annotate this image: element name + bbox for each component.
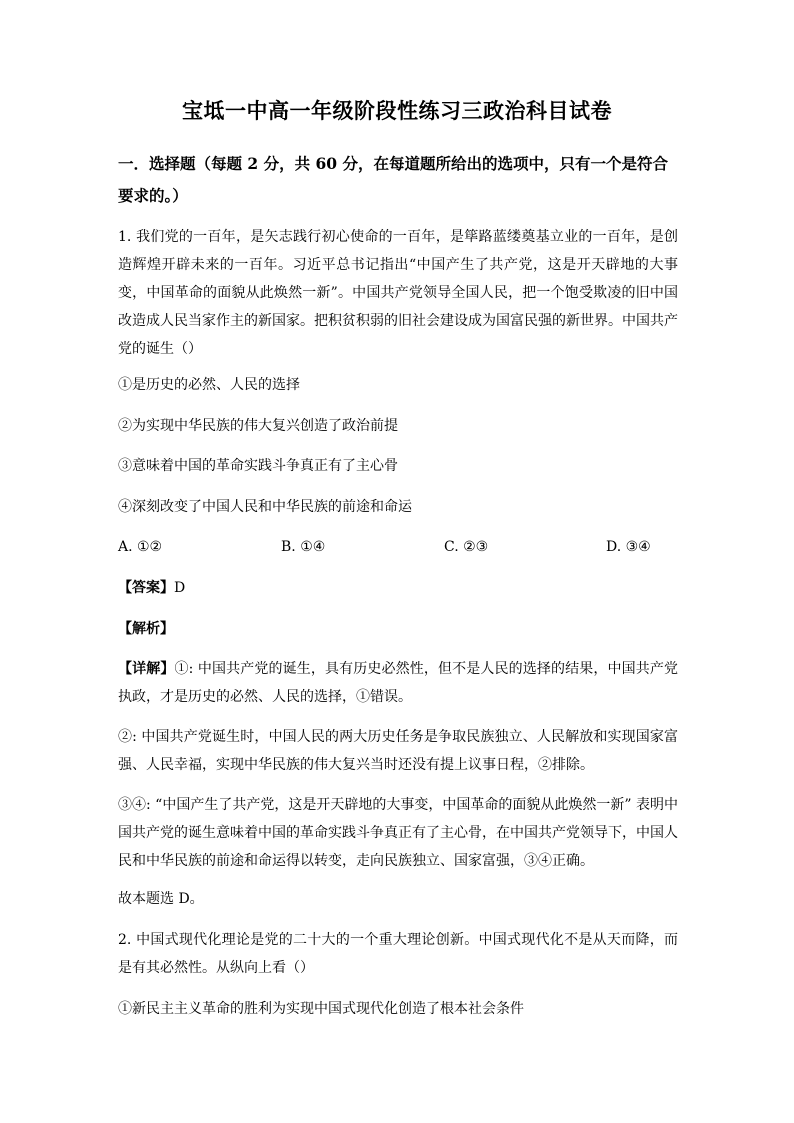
detail-label: 【详解】 xyxy=(118,661,175,677)
analysis-label: 【解析】 xyxy=(118,621,174,637)
question-1-stem: 1. 我们党的一百年，是矢志践行初心使命的一百年，是筚路蓝缕奠基立业的一百年，是创造辉煌开辟未来的一百年。习近平总书记指出“中国产生了共产党，这是开天辟地的大事变，中国革命的面貌从此焕然一新”。中国共产党领导全国人民，把一个饱受欺凌的旧中国改造成人民当家作主的新国家。把积贫积弱的旧社会建设成为国富民强的新世界。中国共产党的诞生（） xyxy=(118,229,678,357)
detail-paragraph-1 xyxy=(118,655,678,711)
question-1-option-d: D. ③④ xyxy=(606,539,651,555)
question-1-option-c: C. ②③ xyxy=(444,539,489,555)
detail-paragraph-3: ③④: “中国产生了共产党，这是开天辟地的大事变，中国革命的面貌从此焕然一新” 表明中国共产党的诞生意味着中国的革命实践斗争真正有了主心骨，在中国共产党领导下，中国人民和中华民族的前途和命运得以转变，走向民族独立、国家富强，③④正确。 xyxy=(118,797,678,869)
question-1-statement-4: ④深刻改变了中国人民和中华民族的前途和命运 xyxy=(118,499,412,515)
question-2-statement-1: ①新民主主义革命的胜利为实现中国式现代化创造了根本社会条件 xyxy=(118,1001,524,1017)
question-1-statement-3: ③意味着中国的革命实践斗争真正有了主心骨 xyxy=(118,458,398,474)
question-2-stem: 2. 中国式现代化理论是党的二十大的一个重大理论创新。中国式现代化不是从天而降，而是有其必然性。从纵向上看（） xyxy=(118,932,678,976)
question-1-option-b: B. ①④ xyxy=(281,539,326,555)
detail-text-1: ①: 中国共产党的诞生，具有历史必然性，但不是人民的选择的结果，中国共产党执政，才是历史的必然、人民的选择，①错误。 xyxy=(118,661,678,705)
section-heading: 一．选择题（每题 2 分，共 60 分，在每道题所给出的选项中，只有一个是符合要求的。） xyxy=(118,154,668,205)
answer-line xyxy=(118,576,678,600)
document-title: 宝坻一中高一年级阶段性练习三政治科目试卷 xyxy=(182,98,612,123)
question-1-option-a: A. ①② xyxy=(118,539,163,555)
detail-paragraph-2: ②: 中国共产党诞生时，中国人民的两大历史任务是争取民族独立、人民解放和实现国家富强、人民幸福，实现中华民族的伟大复兴当时还没有提上议事日程，②排除。 xyxy=(118,729,678,773)
answer-value: D xyxy=(174,580,186,596)
question-1-conclusion: 故本题选 D。 xyxy=(118,891,204,907)
answer-label: 【答案】 xyxy=(118,580,174,596)
question-1-statement-1: ①是历史的必然、人民的选择 xyxy=(118,377,300,393)
question-1-statement-2: ②为实现中华民族的伟大复兴创造了政治前提 xyxy=(118,418,398,434)
